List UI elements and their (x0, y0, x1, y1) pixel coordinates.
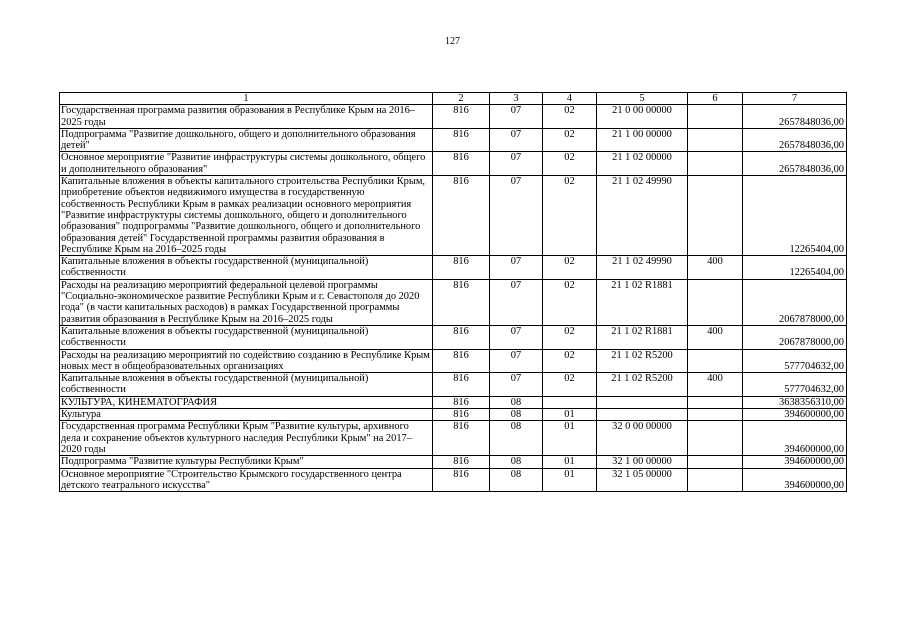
row-ministry-code: 816 (433, 468, 490, 492)
table-row (60, 256, 847, 280)
row-amount: 394600000,00 (743, 468, 847, 492)
row-description: КУЛЬТУРА, КИНЕМАТОГРАФИЯ (60, 396, 433, 408)
row-subsection-code: 02 (543, 349, 597, 373)
table-row (60, 128, 847, 152)
row-expense-type (688, 152, 743, 176)
header-cell: 6 (688, 93, 743, 105)
row-section-code: 07 (490, 373, 543, 397)
row-expense-type (688, 279, 743, 325)
row-target-article: 21 1 02 R1881 (597, 279, 688, 325)
table-row (60, 456, 847, 468)
header-cell: 4 (543, 93, 597, 105)
row-amount: 2657848036,00 (743, 152, 847, 176)
row-expense-type: 400 (688, 325, 743, 349)
row-expense-type (688, 456, 743, 468)
row-target-article: 21 1 02 49990 (597, 176, 688, 256)
row-ministry-code: 816 (433, 409, 490, 421)
table-row (60, 396, 847, 408)
row-amount: 577704632,00 (743, 349, 847, 373)
table-row (60, 105, 847, 129)
row-ministry-code: 816 (433, 176, 490, 256)
row-target-article: 21 1 02 R5200 (597, 349, 688, 373)
header-row (60, 93, 847, 105)
table-row (60, 279, 847, 325)
row-expense-type: 400 (688, 256, 743, 280)
row-ministry-code: 816 (433, 105, 490, 129)
row-subsection-code: 01 (543, 409, 597, 421)
row-expense-type (688, 421, 743, 456)
row-amount: 3638356310,00 (743, 396, 847, 408)
row-amount: 12265404,00 (743, 256, 847, 280)
row-subsection-code (543, 396, 597, 408)
row-section-code: 07 (490, 152, 543, 176)
row-subsection-code: 02 (543, 373, 597, 397)
row-expense-type: 400 (688, 373, 743, 397)
row-section-code: 07 (490, 279, 543, 325)
row-amount: 2657848036,00 (743, 105, 847, 129)
table-row (60, 421, 847, 456)
row-amount: 2067878000,00 (743, 279, 847, 325)
row-description: Государственная программа развития образования в Республике Крым на 2016–2025 годы (60, 105, 433, 129)
row-target-article (597, 396, 688, 408)
row-description: Капитальные вложения в объекты государственной (муниципальной) собственности (60, 325, 433, 349)
table-row (60, 468, 847, 492)
row-target-article: 21 1 00 00000 (597, 128, 688, 152)
row-target-article: 21 1 02 49990 (597, 256, 688, 280)
row-expense-type (688, 105, 743, 129)
table-row (60, 349, 847, 373)
row-ministry-code: 816 (433, 373, 490, 397)
row-description: Расходы на реализацию мероприятий по содействию созданию в Республике Крым новых мест в общеобразовательных организациях (60, 349, 433, 373)
page-number: 127 (445, 36, 460, 47)
row-subsection-code: 02 (543, 128, 597, 152)
row-section-code: 07 (490, 325, 543, 349)
row-amount: 12265404,00 (743, 176, 847, 256)
row-section-code: 08 (490, 396, 543, 408)
header-cell: 1 (60, 93, 433, 105)
row-subsection-code: 02 (543, 105, 597, 129)
row-target-article: 21 1 02 R1881 (597, 325, 688, 349)
budget-table (59, 92, 847, 492)
row-subsection-code: 02 (543, 152, 597, 176)
row-amount: 2657848036,00 (743, 128, 847, 152)
row-target-article: 32 1 00 00000 (597, 456, 688, 468)
row-target-article: 32 0 00 00000 (597, 421, 688, 456)
header-cell: 5 (597, 93, 688, 105)
row-target-article: 32 1 05 00000 (597, 468, 688, 492)
row-target-article: 21 1 02 00000 (597, 152, 688, 176)
row-subsection-code: 01 (543, 456, 597, 468)
row-description: Капитальные вложения в объекты капитального строительства Республики Крым, приобретение объектов недвижимого имущества в государственную собственность Республики Крым в рамках реализации основного мероприятия "Развитие инфраструктуры системы дошкольного, общего и дополнительного образования" подпрограммы "Развитие дошкольного, общего и дополнительного образования детей" Государственной программы развития образования в Республике Крым на 2016–2025 годы (60, 176, 433, 256)
row-subsection-code: 02 (543, 256, 597, 280)
row-description: Капитальные вложения в объекты государственной (муниципальной) собственности (60, 373, 433, 397)
row-ministry-code: 816 (433, 349, 490, 373)
row-section-code: 08 (490, 468, 543, 492)
row-section-code: 07 (490, 256, 543, 280)
row-description: Культура (60, 409, 433, 421)
row-amount: 394600000,00 (743, 421, 847, 456)
row-expense-type (688, 409, 743, 421)
row-subsection-code: 01 (543, 421, 597, 456)
row-ministry-code: 816 (433, 256, 490, 280)
row-description: Капитальные вложения в объекты государственной (муниципальной) собственности (60, 256, 433, 280)
row-section-code: 07 (490, 128, 543, 152)
row-subsection-code: 02 (543, 325, 597, 349)
row-description: Подпрограмма "Развитие дошкольного, общего и дополнительного образования детей" (60, 128, 433, 152)
row-amount: 2067878000,00 (743, 325, 847, 349)
row-ministry-code: 816 (433, 456, 490, 468)
header-cell: 2 (433, 93, 490, 105)
header-cell: 3 (490, 93, 543, 105)
row-section-code: 07 (490, 105, 543, 129)
table-row (60, 152, 847, 176)
row-amount: 577704632,00 (743, 373, 847, 397)
table-row (60, 409, 847, 421)
row-target-article (597, 409, 688, 421)
row-expense-type (688, 128, 743, 152)
row-description: Государственная программа Республики Крым "Развитие культуры, архивного дела и сохранение объектов культурного наследия Республики Крым" на 2017–2020 годы (60, 421, 433, 456)
row-description: Подпрограмма "Развитие культуры Республики Крым" (60, 456, 433, 468)
row-ministry-code: 816 (433, 128, 490, 152)
row-expense-type (688, 468, 743, 492)
row-target-article: 21 0 00 00000 (597, 105, 688, 129)
row-ministry-code: 816 (433, 279, 490, 325)
row-ministry-code: 816 (433, 325, 490, 349)
table-row (60, 373, 847, 397)
header-cell: 7 (743, 93, 847, 105)
row-section-code: 07 (490, 349, 543, 373)
row-target-article: 21 1 02 R5200 (597, 373, 688, 397)
row-ministry-code: 816 (433, 396, 490, 408)
row-section-code: 08 (490, 421, 543, 456)
row-section-code: 07 (490, 176, 543, 256)
row-amount: 394600000,00 (743, 456, 847, 468)
row-amount: 394600000,00 (743, 409, 847, 421)
row-expense-type (688, 396, 743, 408)
row-ministry-code: 816 (433, 152, 490, 176)
row-section-code: 08 (490, 409, 543, 421)
row-subsection-code: 02 (543, 176, 597, 256)
table-row (60, 176, 847, 256)
row-expense-type (688, 349, 743, 373)
row-ministry-code: 816 (433, 421, 490, 456)
row-expense-type (688, 176, 743, 256)
row-description: Основное мероприятие "Развитие инфраструктуры системы дошкольного, общего и дополнительного образования" (60, 152, 433, 176)
row-description: Основное мероприятие "Строительство Крымского государственного центра детского театрального искусства" (60, 468, 433, 492)
row-subsection-code: 02 (543, 279, 597, 325)
table-row (60, 325, 847, 349)
row-description: Расходы на реализацию мероприятий федеральной целевой программы "Социально-экономическое развитие Республики Крым и г. Севастополя до 2020 года" (в части капитальных расходов) в рамках Государственной программы развития образования в Республике Крым на 2016–2025 годы (60, 279, 433, 325)
row-section-code: 08 (490, 456, 543, 468)
row-subsection-code: 01 (543, 468, 597, 492)
